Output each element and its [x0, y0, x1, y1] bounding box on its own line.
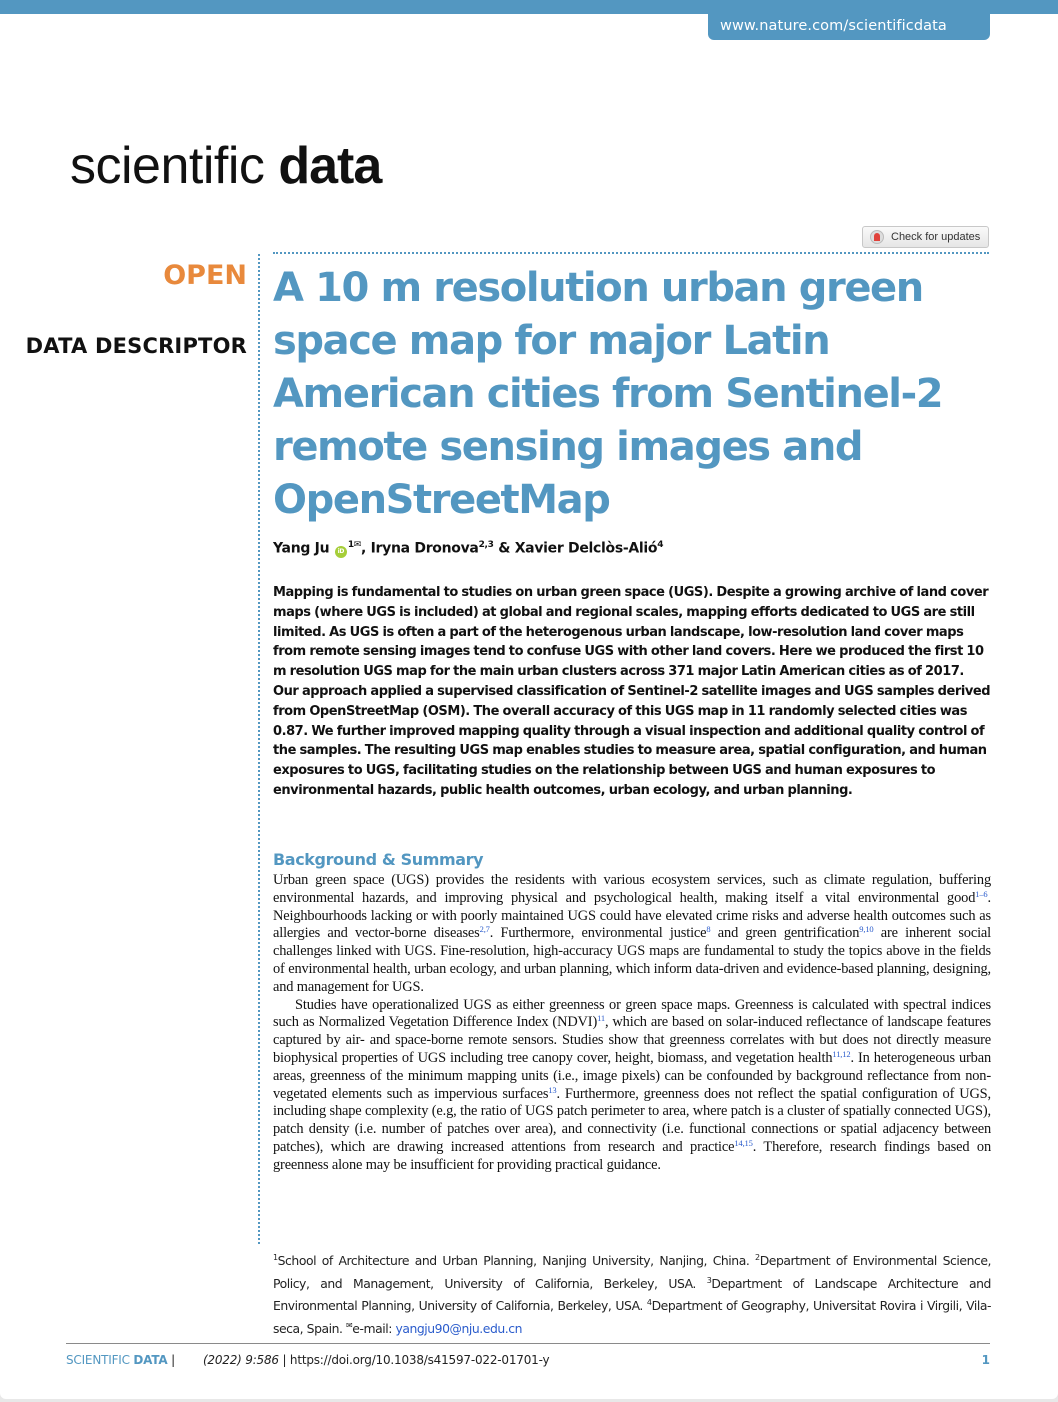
affiliation: Department of Environmental Science, Policy, and Management, University of California, Berkeley, USA. — [273, 1253, 992, 1291]
journal-bold: DATA — [133, 1353, 168, 1367]
doi-link[interactable]: | https://doi.org/10.1038/s41597-022-01701-y — [278, 1353, 550, 1367]
title-line: space map for major Latin — [273, 318, 830, 364]
envelope-icon: ✉ — [346, 1321, 353, 1331]
author-name[interactable]: Xavier Delclòs-Alió — [514, 540, 658, 557]
check-updates-label: Check for updates — [891, 231, 981, 243]
reference-link[interactable]: 1–6 — [975, 888, 988, 899]
section-heading: Background & Summary — [273, 850, 484, 869]
affil-number: 1 — [273, 1253, 278, 1262]
author-list — [273, 540, 663, 558]
body-text — [273, 872, 991, 1175]
reference-link[interactable]: 11 — [597, 1013, 605, 1024]
abstract: Mapping is fundamental to studies on urban green space (UGS). Despite a growing archive of land cover maps (where UGS is included) at global and regional scales, mapping efforts dedicated to UGS are still limited. As UGS is often a part of the heterogenous urban landscape, low-resolution land cover maps from remote sensing images tend to confuse UGS with other land covers. Here we produced the first 10 m resolution UGS map for the main urban clusters across 371 major Latin American cities as of 2017. Our approach applied a supervised classification of Sentinel-2 satellite images and UGS samples derived from OpenStreetMap (OSM). The overall accuracy of this UGS map in 11 randomly selected cities was 0.87. We further improved mapping quality through a visual inspection and additional quality control of the samples. The resulting UGS map enables studies to measure area, spatial configuration, and human exposures to UGS, facilitating studies on the relationship between UGS and human exposures to environmental hazards, public health outcomes, urban ecology, and urban planning. — [273, 585, 991, 798]
reference-link[interactable]: 9,10 — [859, 924, 874, 935]
page-number: 1 — [981, 1353, 990, 1367]
author-affil: 2,3 — [478, 540, 494, 550]
title-line: American cities from Sentinel-2 — [273, 371, 943, 417]
text-run: . Therefore, research findings based on greenness alone may be insufficient for providing practical guidance. — [273, 1138, 991, 1173]
footer-separator: | — [167, 1353, 175, 1367]
email-link[interactable]: yangju90@nju.edu.cn — [395, 1321, 523, 1337]
email-label: e-mail: — [352, 1321, 396, 1337]
title-line: A 10 m resolution urban green — [273, 265, 923, 311]
reference-link[interactable]: 11,12 — [832, 1048, 851, 1059]
journal-url-link[interactable]: www.nature.com/scientificdata — [708, 12, 990, 40]
title-line: OpenStreetMap — [273, 477, 610, 523]
dotted-divider-horizontal — [273, 252, 989, 254]
logo-light-text: scientific — [70, 137, 265, 195]
affiliations — [273, 1248, 991, 1339]
affiliation: Department of Geography, Universitat Rovira i Virgili, Vila-seca, Spain. — [273, 1298, 992, 1337]
author-name[interactable]: Yang Ju — [273, 540, 330, 557]
article-type-label: DATA DESCRIPTOR — [25, 334, 247, 358]
crossmark-icon — [870, 230, 884, 244]
title-line: remote sensing images and — [273, 424, 863, 470]
text-run: are inherent social challenges linked with UGS. Fine-resolution, high-accuracy UGS maps are fundamental to study the topics above in the fields of environmental health, urban ecology, and urban planning, which inform data-driven and evidence-based planning, designing, and management for UGS. — [273, 925, 992, 995]
author-separator: & — [493, 540, 515, 557]
text-run: Studies have operationalized UGS as either greenness or green space maps. Greenness is calculated with spectral indices such as Normalized Vegetation Difference Index (NDVI) — [273, 996, 991, 1031]
article-title — [273, 262, 973, 527]
reference-link[interactable]: 8 — [706, 924, 711, 935]
paragraph — [273, 872, 991, 997]
affiliation: School of Architecture and Urban Planning, Nanjing University, Nanjing, China. — [277, 1253, 756, 1269]
footer-volume: (2022) 9:586 — [202, 1353, 279, 1367]
text-run: . Furthermore, environmental justice — [489, 925, 707, 942]
affiliation: Department of Landscape Architecture and Environmental Planning, University of California, Berkeley, USA. — [273, 1275, 991, 1314]
text-run: . In heterogeneous urban areas, greenness of the minimum mapping units (i.e., image pixels) can be confounded by background reflectance from non-vegetated elements such as impervious surfaces — [273, 1049, 991, 1102]
affil-number: 4 — [646, 1298, 652, 1308]
open-access-badge: OPEN — [163, 260, 247, 291]
author-affil: 1 — [347, 540, 354, 550]
footer-divider — [66, 1343, 990, 1344]
journal-light: SCIENTIFIC — [66, 1353, 134, 1367]
affil-number: 2 — [755, 1253, 760, 1262]
affil-number: 3 — [706, 1275, 712, 1285]
envelope-icon[interactable]: ✉ — [353, 540, 362, 550]
footer-citation — [66, 1353, 549, 1367]
text-run: . Furthermore, greenness does not reflect the spatial configuration of UGS, including shape complexity (e.g, the ratio of UGS patch perimeter to area, where patch is a cluster of spatially connected UGS), patch density (i.e. number of patches over area), and connectivity (i.e. functional connections or spatial adjacency between patches), which are drawing increased attentions from research and practice — [273, 1085, 991, 1155]
reference-link[interactable]: 13 — [548, 1084, 557, 1095]
author-name[interactable]: Iryna Dronova — [370, 540, 479, 557]
author-separator: , — [361, 540, 371, 557]
text-run: Urban green space (UGS) provides the residents with various ecosystem services, such as climate regulation, buffering environmental hazards, and improving physical and psychological health, making itself a vital environmental good — [273, 872, 991, 906]
paragraph — [273, 997, 991, 1175]
text-run: and green gentrification — [710, 925, 860, 942]
journal-logo — [70, 134, 381, 198]
dotted-divider-vertical — [258, 254, 260, 1244]
reference-link[interactable]: 2,7 — [479, 924, 490, 935]
logo-bold-text: data — [278, 137, 382, 195]
text-run: . Neighbourhoods lacking or with poorly maintained UGS could have elevated crime risks and adverse health outcomes such as allergies and vector-borne diseases — [273, 889, 991, 942]
author-affil: 4 — [657, 540, 664, 550]
orcid-icon[interactable]: iD — [335, 546, 347, 558]
check-for-updates-button[interactable] — [862, 226, 989, 248]
footer-journal-name — [66, 1353, 167, 1367]
reference-link[interactable]: 14,15 — [734, 1137, 753, 1148]
text-run: , which are based on solar-induced reflectance of landscape features captured by air- and space-borne remote sensors. Studies show that greenness correlates with but does not directly measure biophysical properties of UGS including tree canopy cover, height, biomass, and vegetation health — [273, 1014, 992, 1066]
